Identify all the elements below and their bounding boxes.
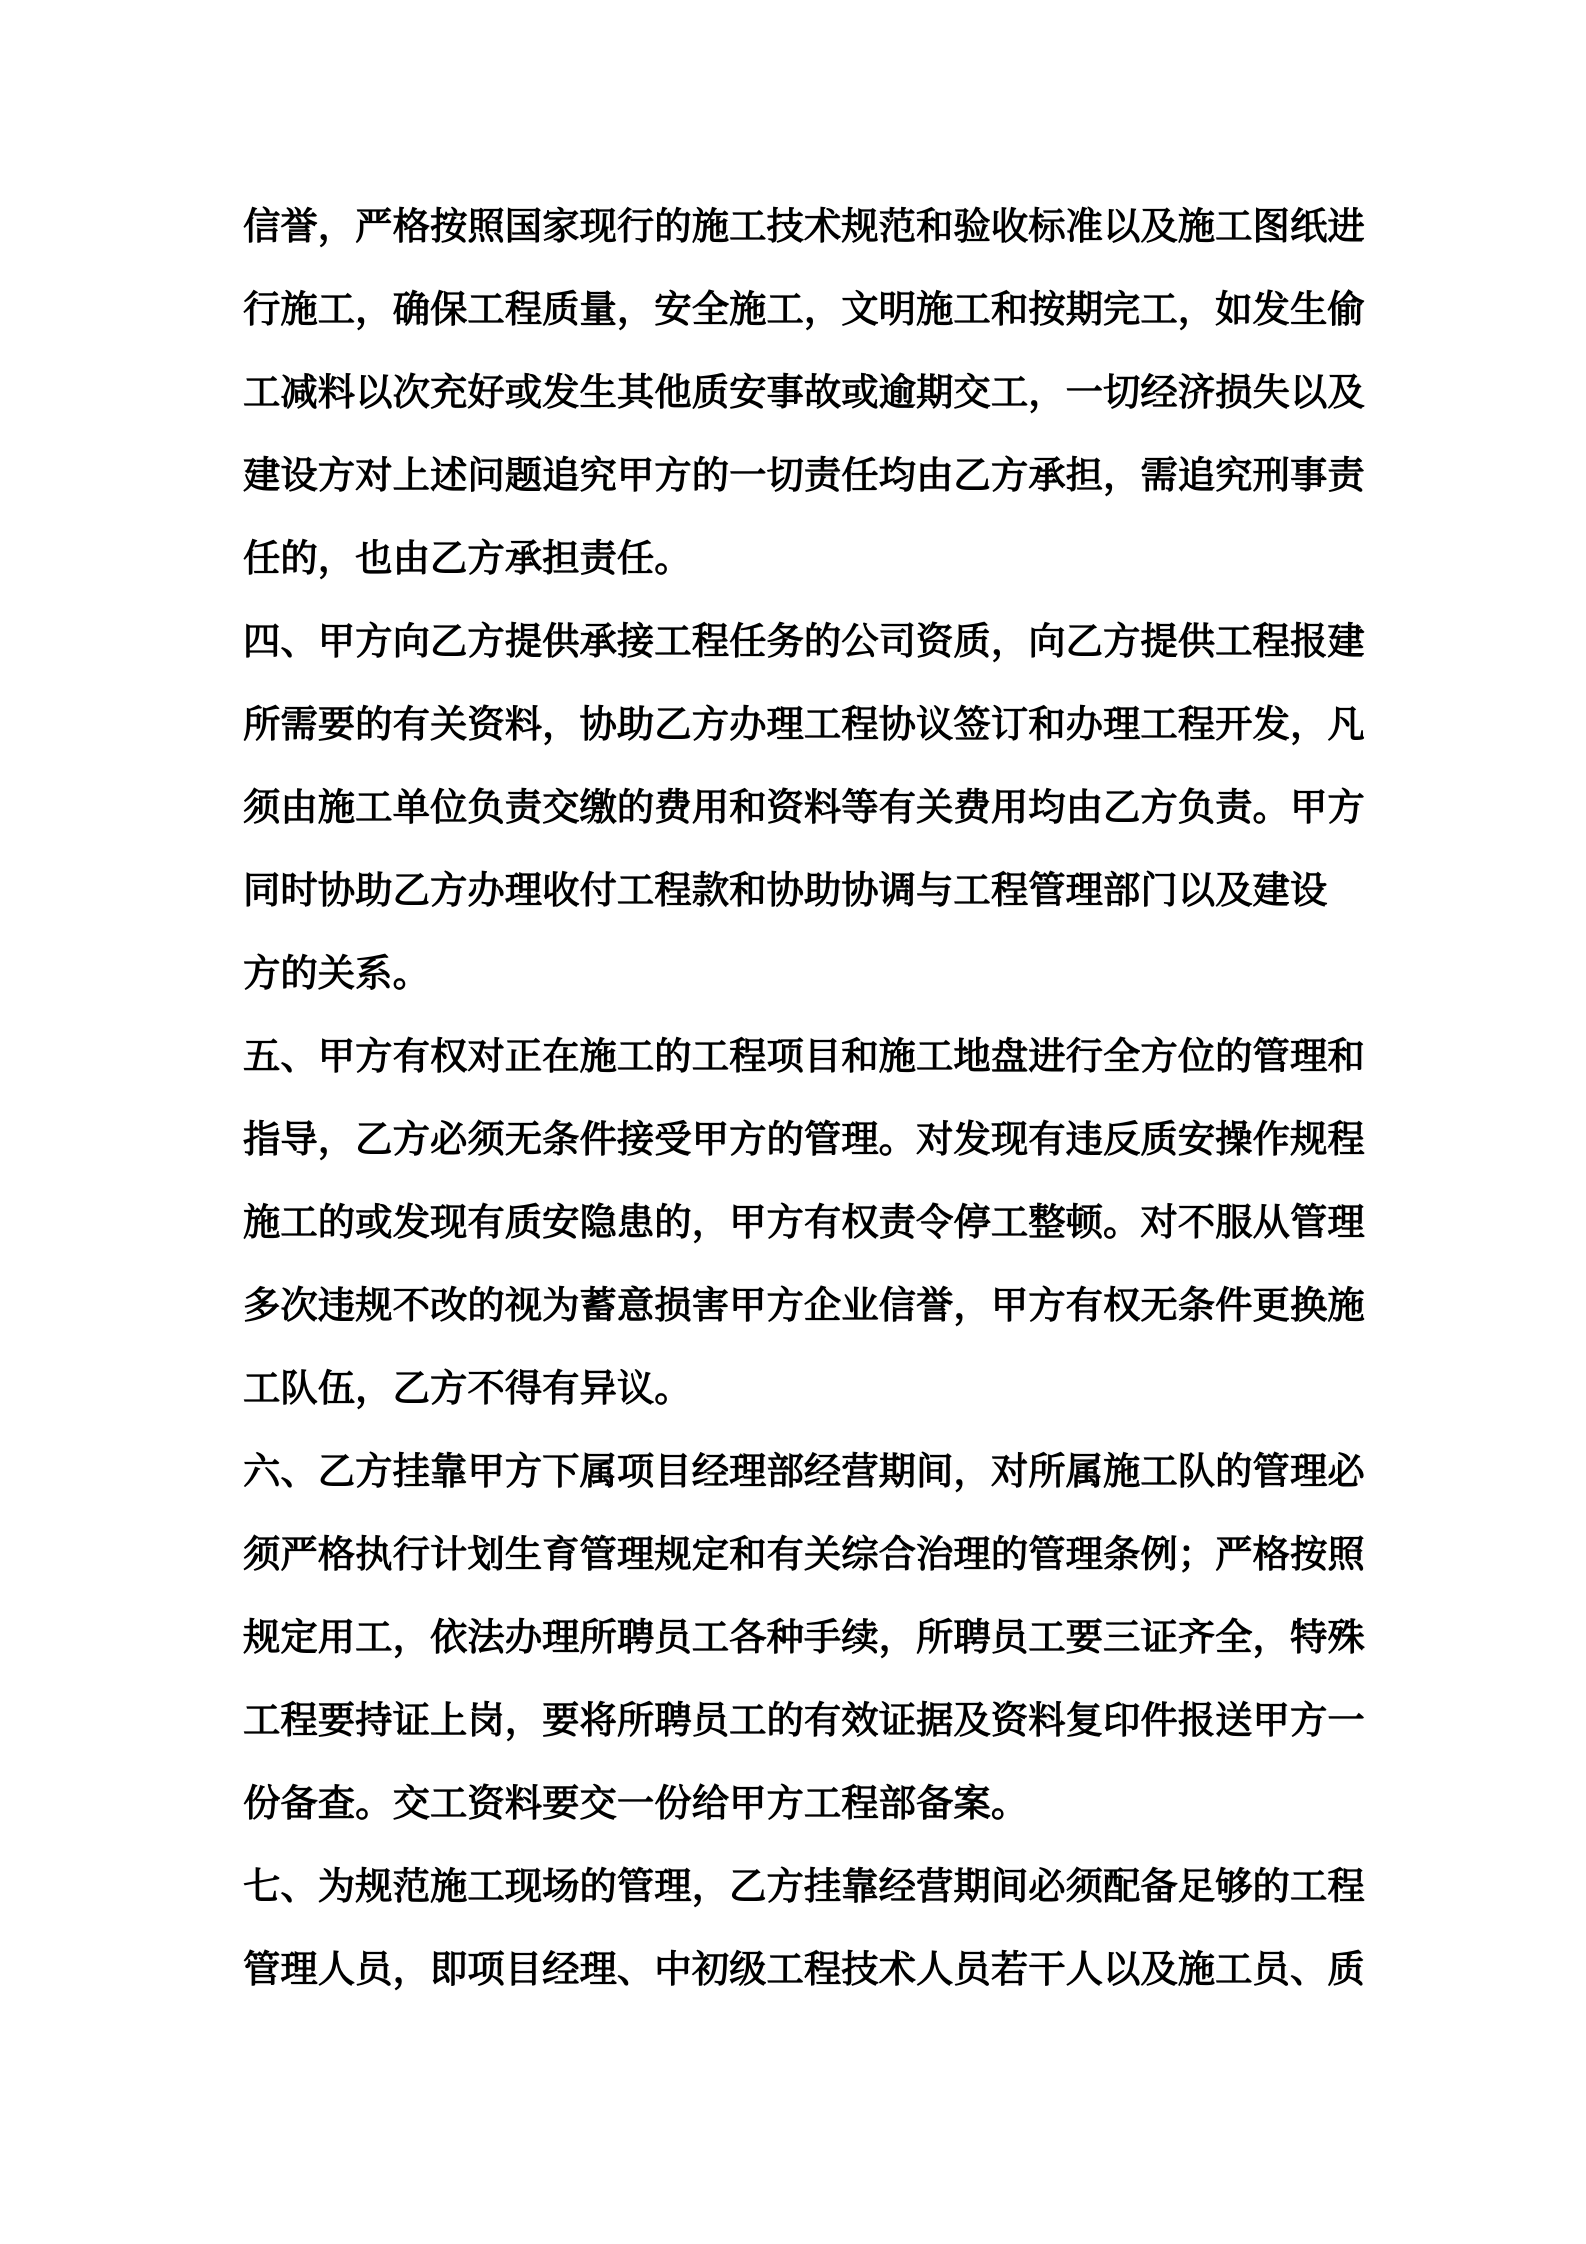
text-line: 行施工，确保工程质量，安全施工，文明施工和按期完工，如发生偷 <box>243 287 1365 331</box>
text-line: 工程要持证上岗，要将所聘员工的有效证据及资料复印件报送甲方一 <box>243 1698 1365 1742</box>
text-line: 任的，也由乙方承担责任。 <box>243 536 692 580</box>
text-line: 工减料以次充好或发生其他质安事故或逾期交工，一切经济损失以及 <box>243 370 1365 414</box>
text-line: 指导，乙方必须无条件接受甲方的管理。对发现有违反质安操作规程 <box>243 1117 1365 1161</box>
text-line: 七、为规范施工现场的管理，乙方挂靠经营期间必须配备足够的工程 <box>243 1864 1365 1908</box>
text-line: 份备查。交工资料要交一份给甲方工程部备案。 <box>243 1781 1029 1825</box>
text-line: 所需要的有关资料，协助乙方办理工程协议签订和办理工程开发，凡 <box>243 702 1365 746</box>
text-line: 多次违规不改的视为蓄意损害甲方企业信誉，甲方有权无条件更换施 <box>243 1283 1365 1327</box>
text-line: 建设方对上述问题追究甲方的一切责任均由乙方承担，需追究刑事责 <box>243 453 1365 497</box>
text-line: 同时协助乙方办理收付工程款和协助协调与工程管理部门以及建设 <box>243 868 1328 912</box>
text-line: 管理人员，即项目经理、中初级工程技术人员若干人以及施工员、质 <box>243 1947 1365 1991</box>
text-line: 工队伍，乙方不得有异议。 <box>243 1366 692 1410</box>
text-line: 六、乙方挂靠甲方下属项目经理部经营期间，对所属施工队的管理必 <box>243 1449 1365 1493</box>
text-line: 须由施工单位负责交缴的费用和资料等有关费用均由乙方负责。甲方 <box>243 785 1365 829</box>
text-line: 规定用工，依法办理所聘员工各种手续，所聘员工要三证齐全，特殊 <box>243 1615 1365 1659</box>
text-line: 须严格执行计划生育管理规定和有关综合治理的管理条例；严格按照 <box>243 1532 1365 1576</box>
document-text-block <box>243 185 1373 2011</box>
text-line: 信誉，严格按照国家现行的施工技术规范和验收标准以及施工图纸进 <box>243 204 1365 248</box>
text-line: 施工的或发现有质安隐患的，甲方有权责令停工整顿。对不服从管理 <box>243 1200 1365 1244</box>
text-line: 五、甲方有权对正在施工的工程项目和施工地盘进行全方位的管理和 <box>243 1034 1365 1078</box>
text-line: 四、甲方向乙方提供承接工程任务的公司资质，向乙方提供工程报建 <box>243 619 1365 663</box>
text-line: 方的关系。 <box>243 951 430 995</box>
